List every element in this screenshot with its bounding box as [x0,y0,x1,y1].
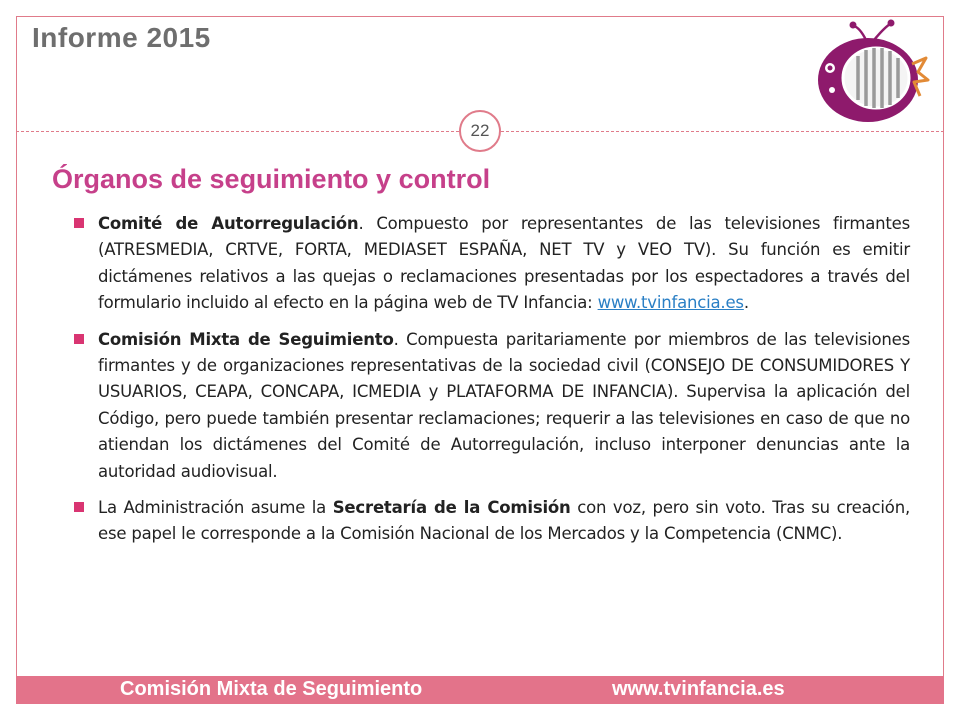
bullet-heading: Comité de Autorregulación [98,214,359,233]
tvinfancia-link[interactable]: www.tvinfancia.es [597,293,744,313]
bullet-intro: La Administración asume la [98,498,333,518]
bullet-body-end: . [743,293,749,313]
bullet-heading: Secretaría de la Comisión [332,498,571,518]
bullet-paragraph [98,327,910,485]
bullet-heading: Comisión Mixta de Seguimiento [98,329,394,349]
tv-logo-icon [808,18,930,124]
square-bullet-icon [74,218,84,228]
report-title: Informe 2015 [32,22,211,53]
list-item [72,327,910,485]
content-list [72,211,910,558]
square-bullet-icon [74,502,84,512]
bullet-body: . Compuesta paritariamente por miembros de las televisiones firmantes y de organizaciones representativas de la sociedad civil (CONSEJO DE CONSUMIDORES Y USUARIOS, CEAPA, CONCAPA, ICMEDIA y PLATAFORMA DE INFANCIA). Supervisa la aplicación del Código, pero puede también presentar reclamaciones; requerir a las televisiones en caso de que no atiendan los dictámenes del Comité de Autorregulación, incluso interponer denuncias ante la autoridad audiovisual. [98,329,910,481]
footer-bar [16,676,944,704]
square-bullet-icon [74,334,84,344]
footer-title: Comisión Mixta de Seguimiento [120,678,423,700]
footer-url: www.tvinfancia.es [612,678,785,700]
section-title: Órganos de seguimiento y control [52,164,491,194]
bullet-body: con voz, pero sin voto. Tras su creación, ese papel le corresponde a la Comisión Nacional de los Mercados y la Competencia (CNMC). [98,498,910,544]
bullet-paragraph [98,211,910,317]
list-item [72,211,910,317]
bullet-paragraph [98,495,910,548]
bullet-body: . Compuesto por representantes de las televisiones firmantes (ATRESMEDIA, CRTVE, FORTA, MEDIASET ESPAÑA, NET TV y VEO TV). Su función es emitir dictámenes relativos a las quejas o reclamaciones presentadas por los espectadores a través del formulario incluido al efecto en la página web de TV Infancia: [98,214,910,313]
list-item [72,495,910,548]
page-number: 22 [459,110,501,152]
